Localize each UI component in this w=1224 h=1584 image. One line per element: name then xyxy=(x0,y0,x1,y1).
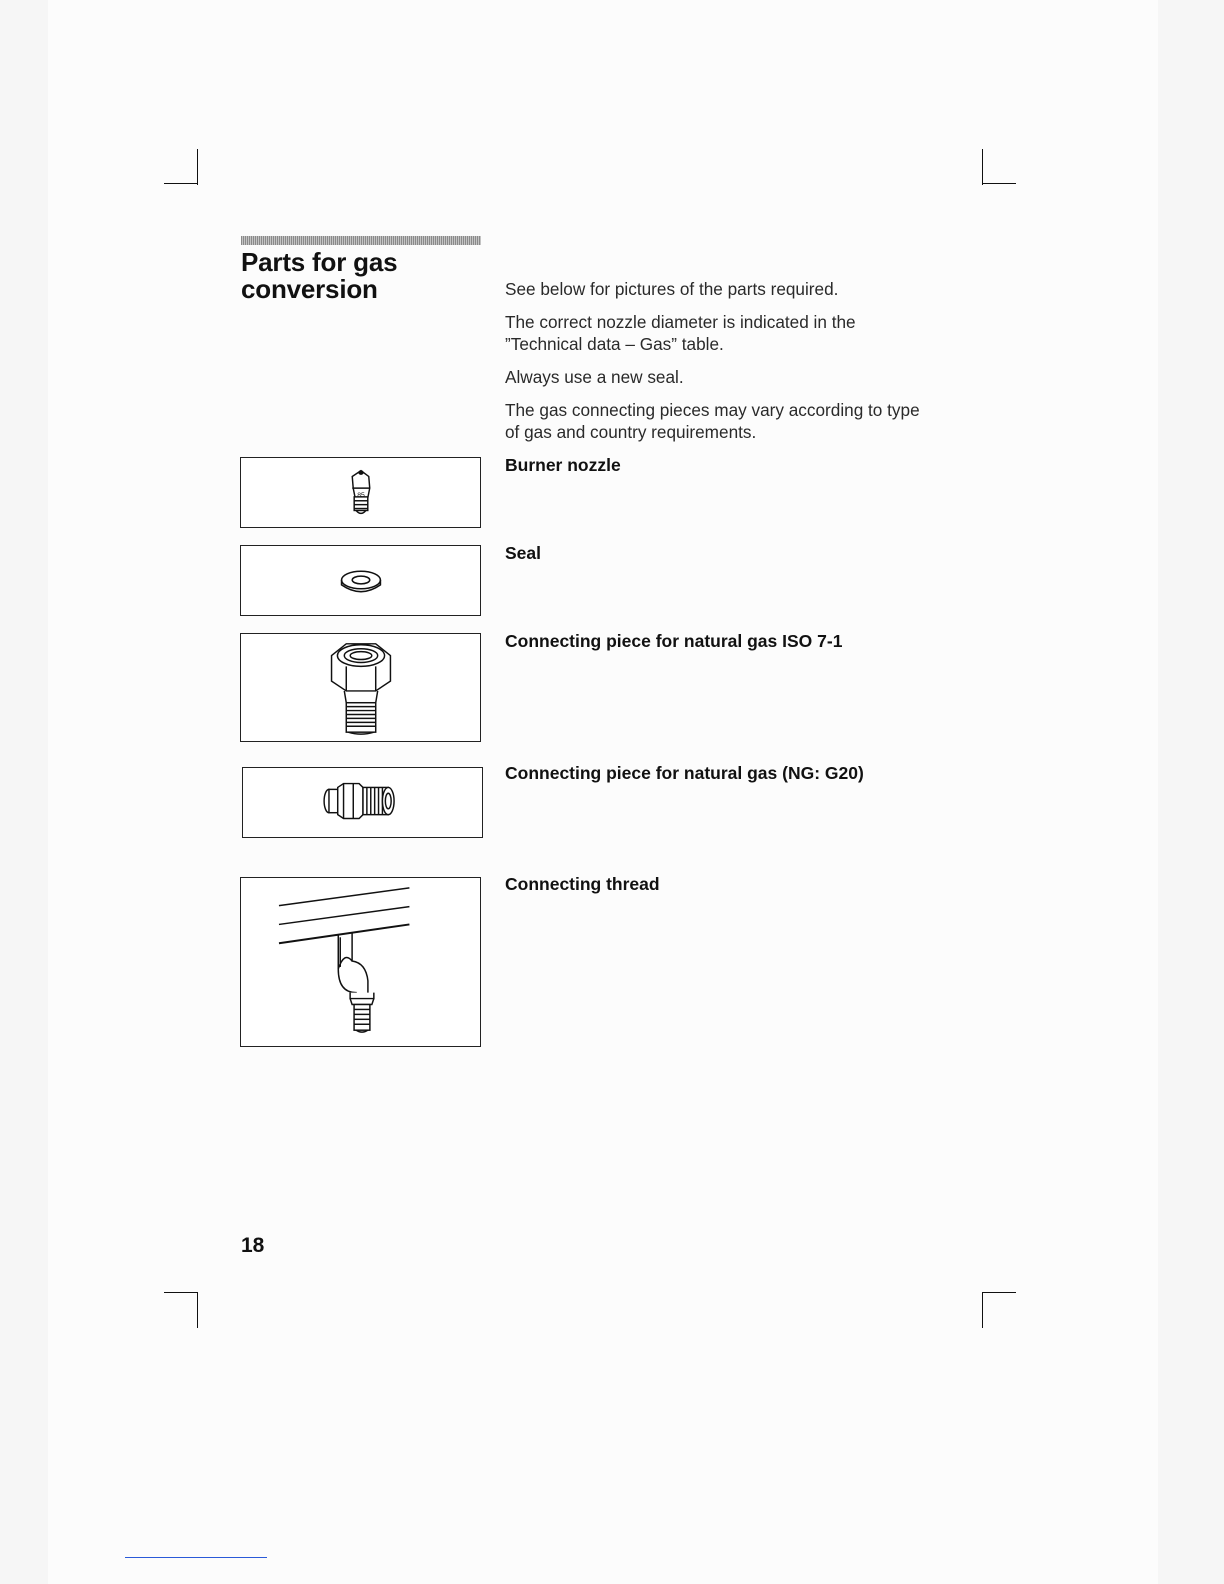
section-title-bar xyxy=(241,236,481,245)
part-image-seal xyxy=(240,545,481,616)
connecting-piece-ng-icon xyxy=(243,768,482,837)
part-label-connecting-piece-ng: Connecting piece for natural gas (NG: G20) xyxy=(505,763,864,783)
link-underline xyxy=(125,1557,267,1558)
section-title: Parts for gas conversion xyxy=(241,247,398,304)
connecting-thread-icon xyxy=(241,878,480,1046)
part-label-connecting-piece-iso: Connecting piece for natural gas ISO 7-1 xyxy=(505,631,843,651)
page-background xyxy=(48,0,1158,1584)
part-image-connecting-piece-iso xyxy=(240,633,481,742)
page-number: 18 xyxy=(241,1234,265,1257)
part-label-burner-nozzle: Burner nozzle xyxy=(505,455,621,475)
connecting-piece-iso-icon xyxy=(241,634,480,741)
intro-paragraph: The correct nozzle diameter is indicated in the ”Technical data – Gas” table. xyxy=(505,312,856,354)
part-image-burner-nozzle xyxy=(240,457,481,528)
nozzle-marking: 85 xyxy=(357,491,365,499)
intro-text xyxy=(505,278,925,454)
intro-paragraph: Always use a new seal. xyxy=(505,367,684,387)
intro-paragraph: See below for pictures of the parts required. xyxy=(505,279,839,299)
part-image-connecting-thread xyxy=(240,877,481,1047)
part-label-connecting-thread: Connecting thread xyxy=(505,874,660,894)
intro-paragraph: The gas connecting pieces may vary according to type of gas and country requirements. xyxy=(505,400,920,442)
part-image-connecting-piece-ng xyxy=(242,767,483,838)
burner-nozzle-icon xyxy=(241,458,480,527)
part-label-seal: Seal xyxy=(505,543,541,563)
seal-icon xyxy=(241,546,480,615)
